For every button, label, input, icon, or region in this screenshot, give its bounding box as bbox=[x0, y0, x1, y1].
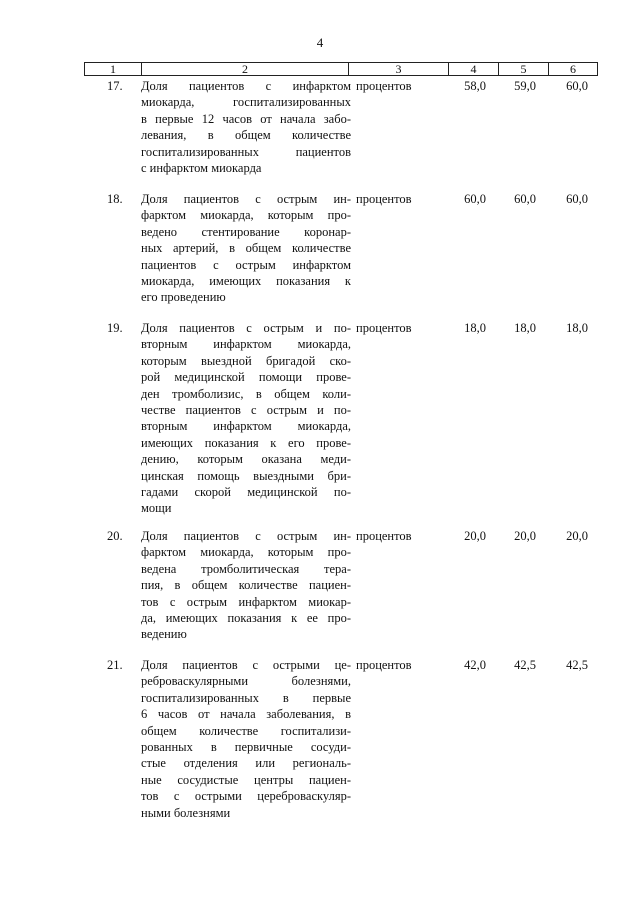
description-line: фарктом миокарда, которым про- bbox=[141, 545, 351, 560]
description-line: реброваскулярными болезнями, bbox=[141, 674, 351, 689]
row-number: 17. bbox=[107, 79, 123, 93]
row-value-col6: 42,5 bbox=[566, 658, 588, 672]
row-description bbox=[141, 528, 351, 643]
row-description bbox=[141, 191, 351, 306]
row-description bbox=[141, 657, 351, 821]
row-value-col5: 18,0 bbox=[514, 321, 536, 335]
row-unit: процентов bbox=[356, 79, 412, 93]
description-line: миокарда, госпитализированных bbox=[141, 95, 351, 110]
description-line: тов с острым инфарктом миокар- bbox=[141, 594, 351, 609]
description-line: ведению bbox=[141, 627, 187, 642]
row-description bbox=[141, 78, 351, 176]
description-line: 6 часов от начала заболевания, в bbox=[141, 707, 351, 722]
description-line: дению, которым оказана меди- bbox=[141, 452, 351, 467]
description-line: цинская помощь выездными бри- bbox=[141, 468, 351, 483]
row-value-col5: 59,0 bbox=[514, 79, 536, 93]
description-line: стые отделения или региональ- bbox=[141, 756, 351, 771]
row-number: 20. bbox=[107, 529, 123, 543]
description-line: пациентов с острым инфарктом bbox=[141, 257, 351, 272]
row-value-col6: 20,0 bbox=[566, 529, 588, 543]
description-line: с инфарктом миокарда bbox=[141, 161, 262, 176]
description-line: его проведению bbox=[141, 290, 226, 305]
description-line: честве пациентов с острым и по- bbox=[141, 403, 351, 418]
description-line: имеющих показания к его прове- bbox=[141, 435, 351, 450]
header-cell-2: 2 bbox=[142, 63, 349, 75]
description-line: Доля пациентов с острым и по- bbox=[141, 321, 351, 335]
description-line: мощи bbox=[141, 501, 172, 516]
description-line: Доля пациентов с инфарктом bbox=[141, 79, 351, 93]
row-value-col4: 20,0 bbox=[464, 529, 486, 543]
row-value-col4: 18,0 bbox=[464, 321, 486, 335]
description-line: ных артерий, в общем количестве bbox=[141, 241, 351, 256]
description-line: фарктом миокарда, которым про- bbox=[141, 208, 351, 223]
description-line: ными болезнями bbox=[141, 805, 231, 820]
description-line: ден тромболизис, в общем коли- bbox=[141, 386, 351, 401]
header-cell-5: 5 bbox=[499, 63, 549, 75]
description-line: общем количестве госпитализи- bbox=[141, 723, 351, 738]
description-line: ведена тромболитическая тера- bbox=[141, 561, 351, 576]
description-line: тов с острыми цереброваскуляр- bbox=[141, 789, 351, 804]
row-number: 21. bbox=[107, 658, 123, 672]
description-line: рованных в первичные сосуди- bbox=[141, 740, 351, 755]
description-line: пия, в общем количестве пациен- bbox=[141, 578, 351, 593]
description-line: вторным инфарктом миокарда, bbox=[141, 337, 351, 352]
header-cell-1: 1 bbox=[85, 63, 142, 75]
row-description bbox=[141, 320, 351, 517]
description-line: Доля пациентов с острым ин- bbox=[141, 529, 351, 543]
description-line: ные сосудистые центры пациен- bbox=[141, 772, 351, 787]
header-cell-3: 3 bbox=[349, 63, 449, 75]
row-number: 19. bbox=[107, 321, 123, 335]
description-line: в первые 12 часов от начала забо- bbox=[141, 111, 351, 126]
row-value-col4: 42,0 bbox=[464, 658, 486, 672]
row-unit: процентов bbox=[356, 321, 412, 335]
description-line: вторным инфарктом миокарда, bbox=[141, 419, 351, 434]
description-line: миокарда, имеющих показания к bbox=[141, 274, 351, 289]
description-line: гадами скорой медицинской по- bbox=[141, 485, 351, 500]
row-unit: процентов bbox=[356, 192, 412, 206]
row-value-col5: 60,0 bbox=[514, 192, 536, 206]
description-line: которым выездной бригадой ско- bbox=[141, 353, 351, 368]
description-line: Доля пациентов с острыми це- bbox=[141, 658, 351, 672]
description-line: госпитализированных пациентов bbox=[141, 144, 351, 159]
row-value-col5: 20,0 bbox=[514, 529, 536, 543]
row-value-col6: 60,0 bbox=[566, 192, 588, 206]
table-header-row bbox=[84, 62, 598, 76]
row-value-col4: 58,0 bbox=[464, 79, 486, 93]
description-line: да, имеющих показания к ее про- bbox=[141, 611, 351, 626]
row-value-col5: 42,5 bbox=[514, 658, 536, 672]
header-cell-4: 4 bbox=[449, 63, 499, 75]
description-line: ведено стентирование коронар- bbox=[141, 224, 351, 239]
page-number: 4 bbox=[316, 35, 324, 50]
row-unit: процентов bbox=[356, 658, 412, 672]
description-line: госпитализированных в первые bbox=[141, 690, 351, 705]
row-value-col6: 18,0 bbox=[566, 321, 588, 335]
row-value-col4: 60,0 bbox=[464, 192, 486, 206]
row-value-col6: 60,0 bbox=[566, 79, 588, 93]
description-line: Доля пациентов с острым ин- bbox=[141, 192, 351, 206]
header-cell-6: 6 bbox=[570, 62, 576, 76]
row-number: 18. bbox=[107, 192, 123, 206]
row-unit: процентов bbox=[356, 529, 412, 543]
description-line: рой медицинской помощи прове- bbox=[141, 370, 351, 385]
description-line: левания, в общем количестве bbox=[141, 128, 351, 143]
